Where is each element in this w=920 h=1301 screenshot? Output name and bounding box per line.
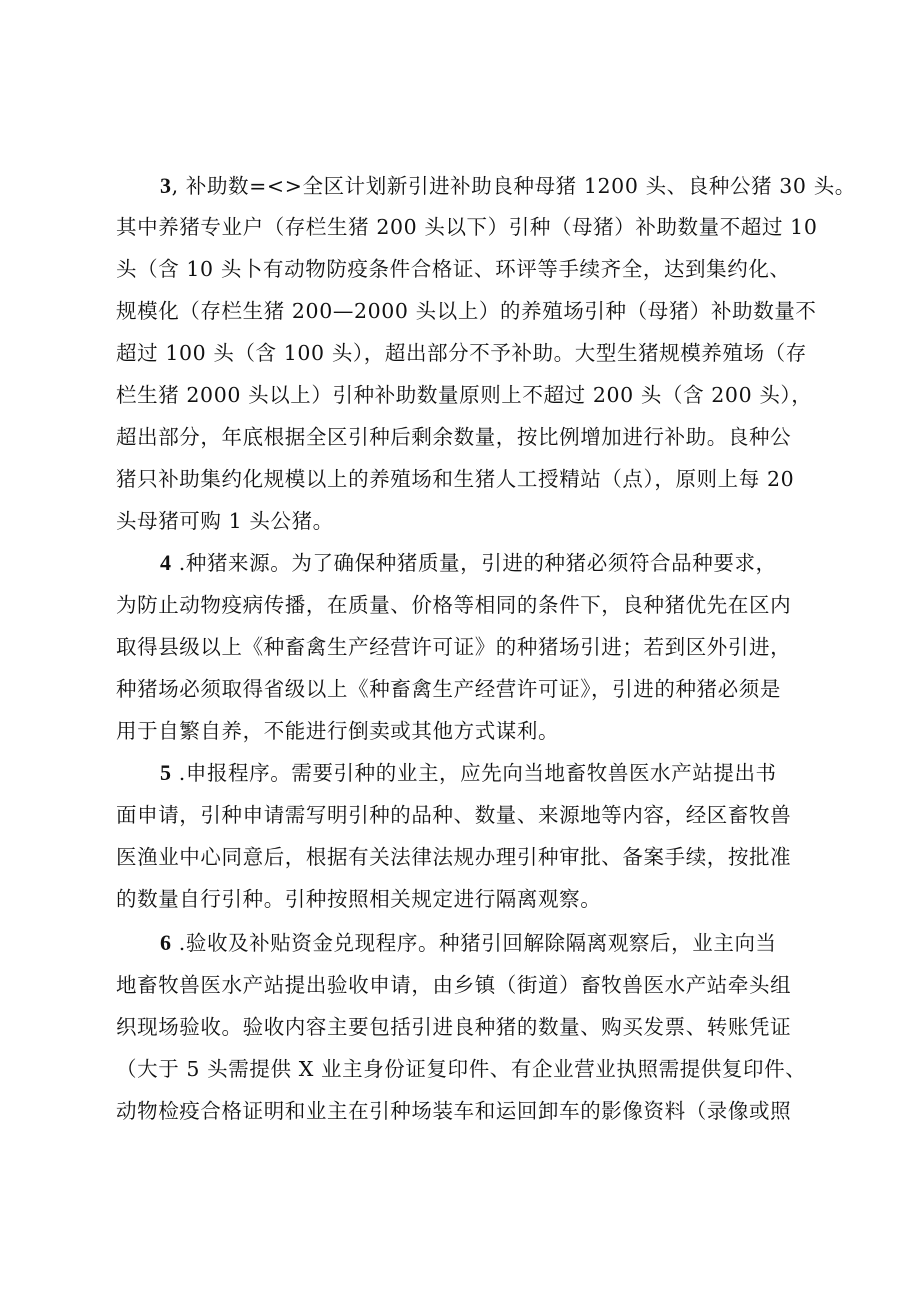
item-number: 4 <box>160 550 172 575</box>
paragraph-3-line-2 <box>116 213 817 241</box>
paragraph-5-line-1 <box>160 759 777 787</box>
line-text: 超过 100 头（含 100 头），超出部分不予补助。大型生猪规模养殖场（存 <box>116 341 807 365</box>
line-text: .种猪来源。为了确保种猪质量，引进的种猪必须符合品种要求， <box>171 551 777 575</box>
paragraph-6-line-5 <box>116 1097 791 1125</box>
line-text: 超出部分，年底根据全区引种后剩余数量，按比例增加进行补助。良种公 <box>116 425 792 449</box>
paragraph-5-line-2 <box>116 801 791 829</box>
paragraph-4-line-1 <box>160 549 777 577</box>
line-text: 取得县级以上《种畜禽生产经营许可证》的种猪场引进；若到区外引进， <box>116 635 792 659</box>
line-text: 栏生猪 2000 头以上）引种补助数量原则上不超过 200 头（含 200 头）， <box>116 383 813 407</box>
line-text: 地畜牧兽医水产站提出验收申请，由乡镇（街道）畜牧兽医水产站牵头组 <box>116 973 792 997</box>
line-text: 医渔业中心同意后，根据有关法律法规办理引种审批、备案手续，按批准 <box>116 845 792 869</box>
line-text: .申报程序。需要引种的业主，应先向当地畜牧兽医水产站提出书 <box>171 761 777 785</box>
paragraph-5-line-4 <box>116 885 601 913</box>
paragraph-3-line-5 <box>116 339 807 367</box>
paragraph-3-line-6 <box>116 381 812 409</box>
line-text: 头母猪可购 1 头公猪。 <box>116 509 334 533</box>
line-text: .验收及补贴资金兑现程序。种猪引回解除隔离观察后，业主向当 <box>171 931 777 955</box>
paragraph-3-line-3 <box>116 255 791 283</box>
line-text: （大于 5 头需提供 X 业主身份证复印件、有企业营业执照需提供复印件、 <box>116 1057 807 1081</box>
line-text: 织现场验收。验收内容主要包括引进良种猪的数量、购买发票、转账凭证 <box>116 1015 792 1039</box>
paragraph-4-line-4 <box>116 675 781 703</box>
line-text: 猪只补助集约化规模以上的养殖场和生猪人工授精站（点），原则上每 20 <box>116 467 795 491</box>
item-number: 6 <box>160 930 172 955</box>
line-text: 的数量自行引种。引种按照相关规定进行隔离观察。 <box>116 887 602 911</box>
item-number: 3 <box>160 173 172 198</box>
line-text: 其中养猪专业户（存栏生猪 200 头以下）引种（母猪）补助数量不超过 10 <box>116 215 818 239</box>
paragraph-5-line-3 <box>116 843 791 871</box>
paragraph-6-line-1 <box>160 929 777 957</box>
line-text: 规模化（存栏生猪 200—2000 头以上）的养殖场引种（母猪）补助数量不 <box>116 299 817 323</box>
line-text: 面申请，引种申请需写明引种的品种、数量、来源地等内容，经区畜牧兽 <box>116 803 792 827</box>
line-text: 头（含 10 头卜有动物防疫条件合格证、环评等手续齐全，达到集约化、 <box>116 257 791 281</box>
item-number: 5 <box>160 760 172 785</box>
paragraph-6-line-3 <box>116 1013 791 1041</box>
paragraph-6-line-2 <box>116 971 791 999</box>
line-text: 用于自繁自养，不能进行倒卖或其他方式谋利。 <box>116 719 560 743</box>
paragraph-3-line-7 <box>116 423 791 451</box>
paragraph-6-line-4 <box>116 1055 806 1083</box>
paragraph-4-line-2 <box>116 591 791 619</box>
paragraph-3-line-8 <box>116 465 794 493</box>
line-text: 动物检疫合格证明和业主在引种场装车和运回卸车的影像资料（录像或照 <box>116 1099 792 1123</box>
line-text: , 补助数=<>全区计划新引进补助良种母猪 1200 头、良种公猪 30 头。 <box>171 174 856 198</box>
line-text: 种猪场必须取得省级以上《种畜禽生产经营许可证》，引进的种猪必须是 <box>116 677 781 701</box>
paragraph-3-line-1 <box>160 172 856 200</box>
paragraph-4-line-3 <box>116 633 791 661</box>
line-text: 为防止动物疫病传播，在质量、价格等相同的条件下，良种猪优先在区内 <box>116 593 792 617</box>
paragraph-3-line-9 <box>116 507 334 535</box>
paragraph-4-line-5 <box>116 717 559 745</box>
paragraph-3-line-4 <box>116 297 817 325</box>
